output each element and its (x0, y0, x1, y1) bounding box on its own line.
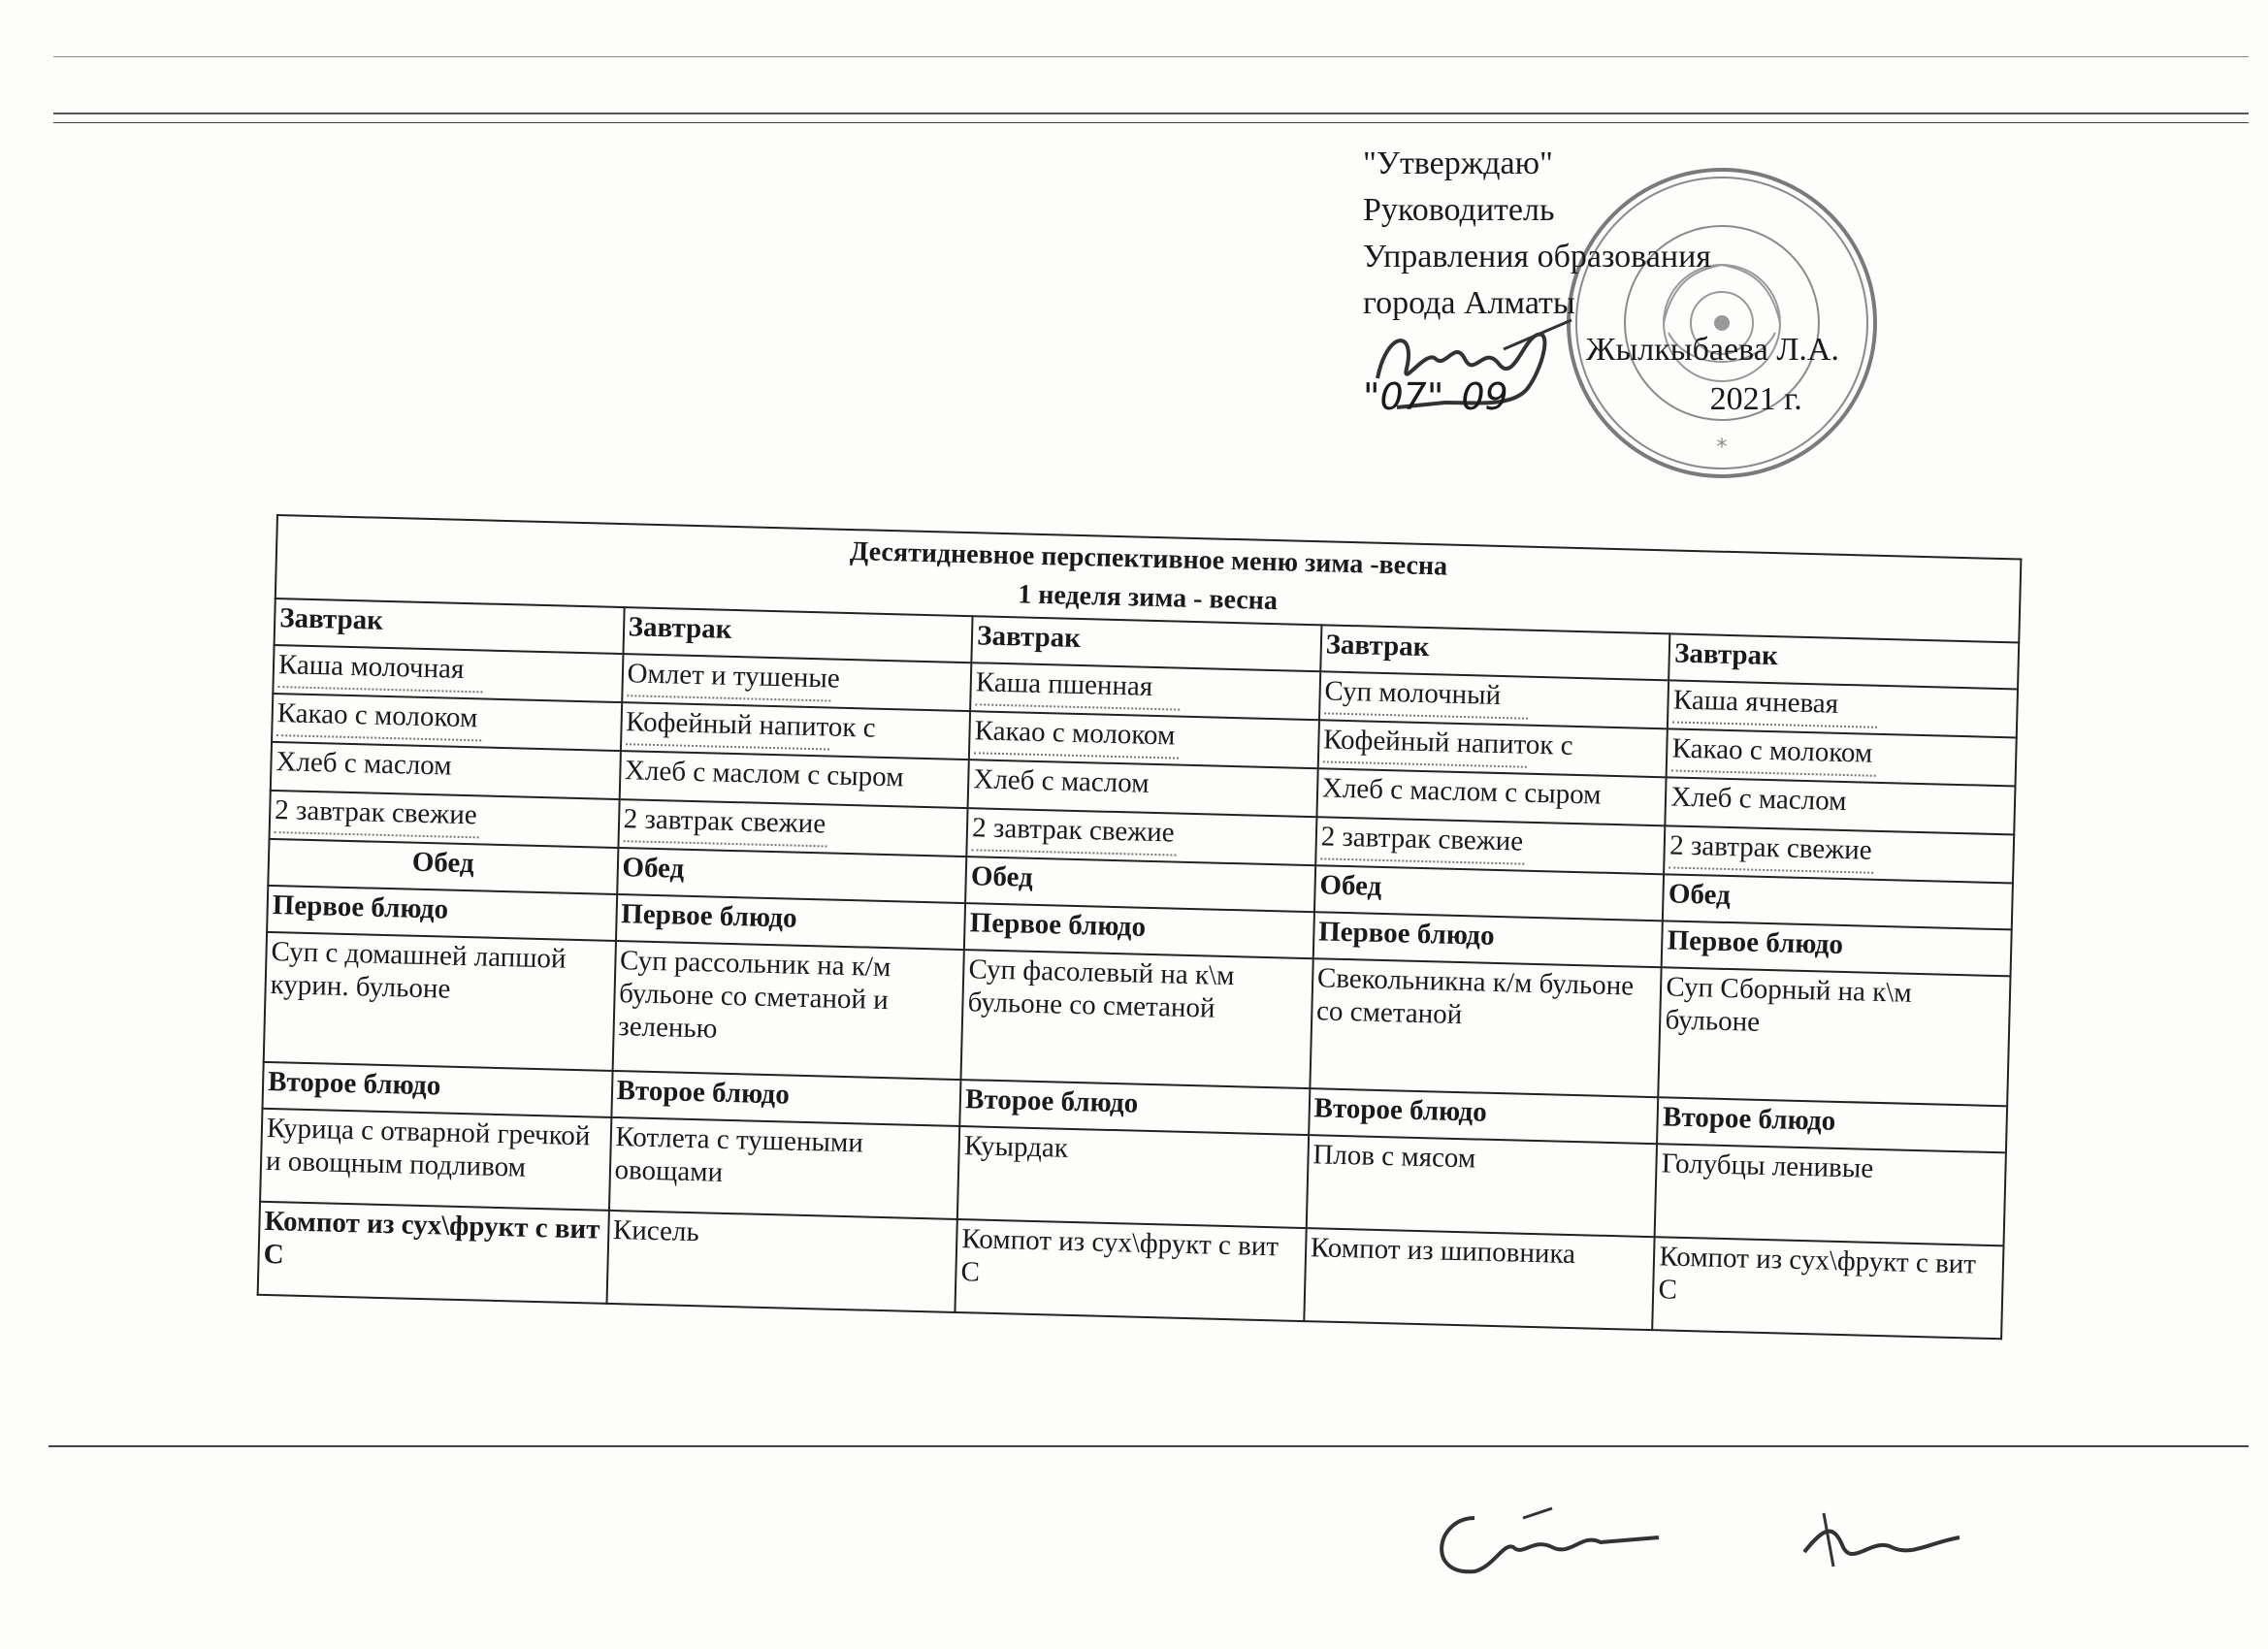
menu-cell-first-course-header: Первое блюдо (616, 894, 966, 950)
menu-cell-breakfast-item-3: Хлеб с маслом с сыром (619, 751, 969, 808)
menu-cell-breakfast-header: Завтрак (1320, 625, 1670, 680)
menu-week: 1 неделя зима - весна (1017, 579, 1279, 617)
menu-cell-breakfast-item-2: Какао с молоком (969, 711, 1319, 768)
svg-text:*: * (1716, 436, 1728, 460)
menu-cell-breakfast-item-1: Омлет и тушеные (622, 654, 972, 711)
menu-cell-breakfast-item-3: Хлеб с маслом с сыром (1316, 768, 1667, 825)
menu-cell-lunch-header: Обед (617, 848, 967, 903)
approval-position: Руководитель (1363, 192, 1555, 228)
menu-cell-breakfast-item-2: Кофейный напиток с (621, 702, 971, 760)
menu-cell-breakfast-item-1: Каша молочная (273, 645, 623, 702)
menu-cell-lunch-header: Обед (1314, 865, 1665, 921)
menu-cell-first-course: Суп с домашней лапшой курин. бульоне (264, 932, 616, 1071)
menu-cell-breakfast-item-1: Каша ячневая (1668, 680, 2018, 737)
approval-line: "Утверждаю" (1363, 146, 1553, 181)
approval-date (1363, 373, 1867, 423)
menu-table (257, 598, 2021, 1340)
menu-cell-breakfast-item-4: 2 завтрак свежие (1315, 817, 1666, 874)
menu-cell-breakfast-item-4: 2 завтрак свежие (1664, 825, 2014, 883)
menu-cell-first-course: Суп Сборный на к\м бульоне (1659, 967, 2011, 1106)
menu-cell-second-course-header: Второе блюдо (959, 1080, 1310, 1135)
menu-cell-first-course: Суп рассольник на к/м бульоне со сметаной и зеленью (612, 941, 964, 1080)
menu-cell-breakfast-header: Завтрак (623, 607, 973, 663)
menu-cell-drink: Кисель (606, 1211, 957, 1312)
menu-cell-first-course: Суп фасолевый на к\м бульоне со сметаной (961, 950, 1313, 1088)
menu-cell-breakfast-header: Завтрак (1669, 633, 2019, 689)
approval-date-year: 2021 г. (1709, 381, 1802, 417)
menu-cell-first-course-header: Первое блюдо (1662, 921, 2012, 976)
menu-cell-breakfast-item-3: Хлеб с маслом (968, 760, 1318, 817)
menu-cell-second-course-header: Второе блюдо (1309, 1088, 1659, 1144)
menu-cell-second-course: Котлета с тушеными овощами (609, 1117, 960, 1219)
menu-cell-breakfast-item-3: Хлеб с маслом (271, 742, 621, 799)
menu-cell-breakfast-item-4: 2 завтрак свежие (966, 808, 1316, 865)
menu-title: Десятидневное перспективное меню зима -весна (849, 535, 1448, 582)
bottom-signature-right (1795, 1499, 1969, 1576)
menu-cell-lunch-header: Обед (268, 839, 618, 894)
menu-cell-breakfast-item-1: Суп молочный (1319, 671, 1669, 728)
menu-cell-lunch-header: Обед (1663, 874, 2013, 929)
bottom-signature-left (1416, 1489, 1678, 1586)
approval-date-day: "07" (1363, 375, 1444, 418)
menu-cell-breakfast-header: Завтрак (275, 598, 625, 654)
menu-cell-first-course-header: Первое блюдо (267, 886, 617, 941)
menu-cell-first-course-header: Первое блюдо (1313, 912, 1664, 967)
approval-department: Управления образования (1363, 239, 1711, 275)
menu-cell-second-course-header: Второе блюдо (262, 1062, 612, 1117)
scan-line-bottom (49, 1445, 2249, 1447)
menu-cell-second-course: Курица с отварной гречкой и овощным подливом (260, 1109, 611, 1211)
scan-line-header (53, 113, 2249, 114)
menu-document (257, 514, 2023, 1340)
menu-cell-first-course-header: Первое блюдо (964, 903, 1314, 958)
approval-date-month: 09 (1461, 375, 1508, 418)
menu-cell-breakfast-item-4: 2 завтрак свежие (270, 791, 620, 848)
menu-cell-second-course: Плов с мясом (1306, 1135, 1657, 1237)
approval-city: города Алматы (1363, 285, 1575, 321)
menu-cell-breakfast-item-3: Хлеб с маслом (1666, 777, 2016, 834)
menu-cell-drink: Компот из сух\фрукт с вит С (258, 1202, 609, 1304)
menu-cell-second-course-header: Второе блюдо (611, 1071, 961, 1126)
menu-cell-drink: Компот из сух\фрукт с вит С (956, 1219, 1307, 1321)
menu-cell-breakfast-item-2: Какао с молоком (1667, 728, 2017, 786)
menu-cell-breakfast-item-2: Какао с молоком (272, 694, 622, 751)
menu-cell-second-course: Куырдак (957, 1126, 1309, 1228)
menu-cell-drink: Компот из сух\фрукт с вит С (1653, 1237, 2004, 1339)
menu-cell-breakfast-item-2: Кофейный напиток с (1317, 720, 1668, 777)
menu-cell-breakfast-item-1: Каша пшенная (970, 663, 1320, 720)
menu-cell-drink: Компот из шиповника (1304, 1228, 1655, 1330)
menu-cell-lunch-header: Обед (965, 857, 1315, 912)
menu-cell-first-course: Свекольникна к/м бульоне со сметаной (1310, 958, 1662, 1097)
menu-cell-second-course-header: Второе блюдо (1657, 1097, 2007, 1152)
scan-line-header-thin (53, 122, 2249, 123)
scan-line-top (53, 56, 2249, 57)
approval-block (1363, 141, 1867, 423)
menu-cell-second-course: Голубцы ленивые (1655, 1144, 2006, 1245)
menu-cell-breakfast-header: Завтрак (972, 616, 1322, 671)
approval-signatory: Жылкыбаева Л.А. (1586, 332, 1839, 368)
menu-cell-breakfast-item-4: 2 завтрак свежие (618, 799, 968, 857)
